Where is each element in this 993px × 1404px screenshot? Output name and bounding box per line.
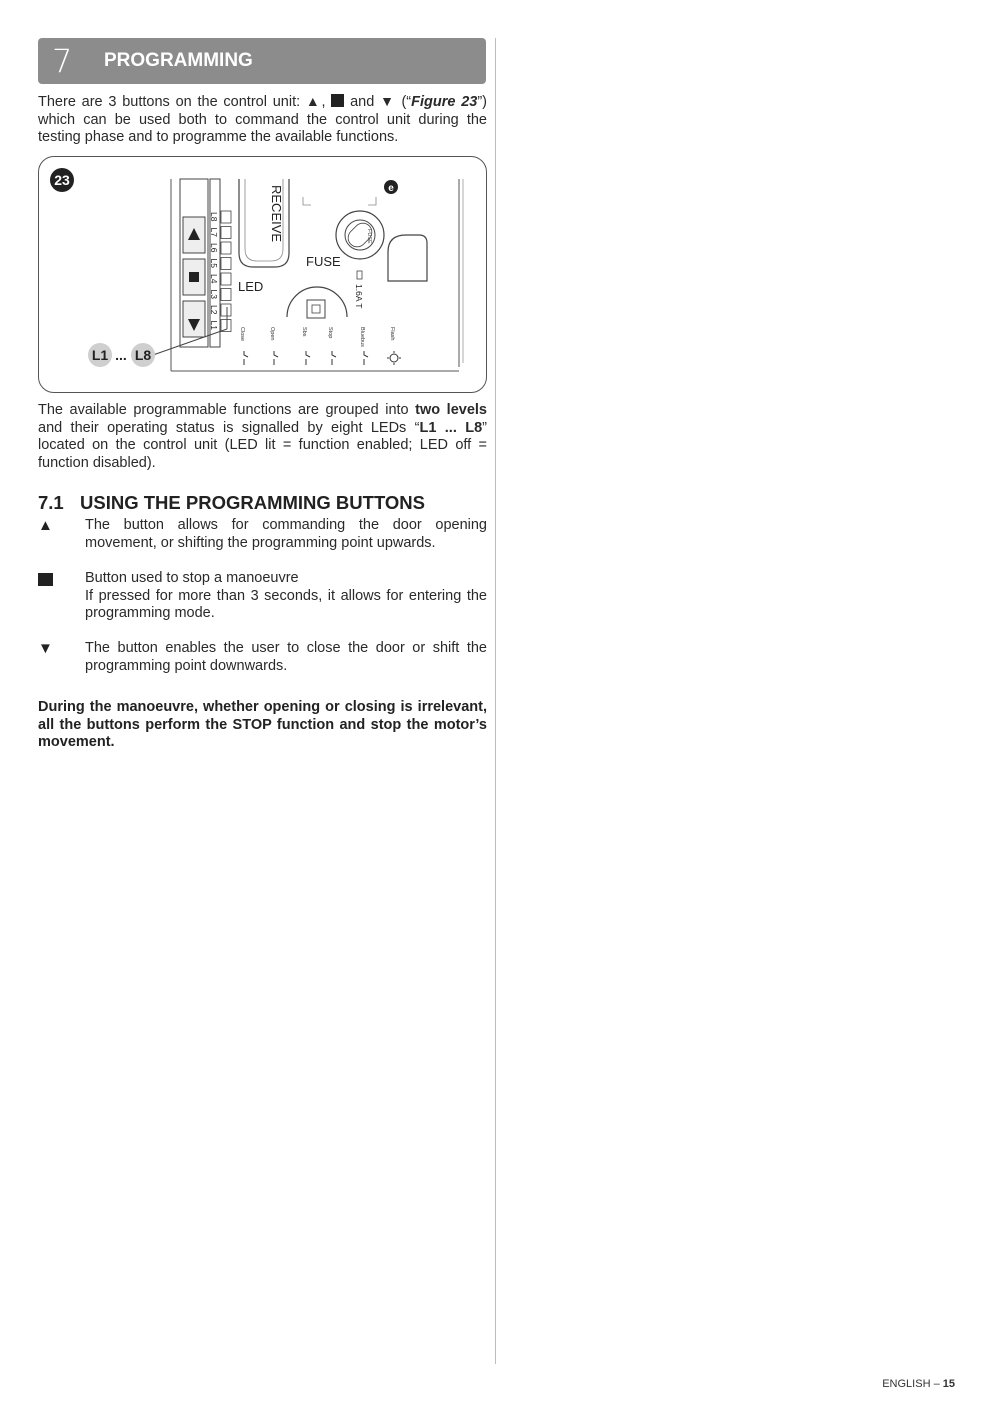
terminal-contact-icon	[306, 351, 310, 365]
callout-l8: L8	[134, 347, 152, 363]
levels-paragraph: The available programmable functions are grouped into two levels and their operating status is signalled by eight LEDs “L1 ... L8” located on the control unit (LED lit = function enabled; LED off = function disabled).	[38, 402, 487, 471]
control-unit-diagram	[39, 157, 486, 392]
led-label-l1: L1	[209, 320, 219, 330]
stop-note: During the manoeuvre, whether opening or closing is irrelevant, all the buttons perform the STOP function and stop the motor’s movement.	[38, 699, 487, 751]
led-l4	[221, 273, 231, 285]
fuse-holder	[336, 211, 384, 259]
receiver-label: RECEIVE	[269, 185, 284, 243]
led-label-l7: L7	[209, 227, 219, 237]
terminal-contact-icon	[332, 351, 336, 365]
led-l6	[221, 242, 231, 254]
button-stop-description: Button used to stop a manoeuvre If pressed for more than 3 seconds, it allows for entering the programming mode.	[38, 570, 487, 623]
led-l5	[221, 258, 231, 270]
terminal-open: Open	[269, 327, 275, 341]
terminal-bluebus: Bluebus	[359, 327, 365, 347]
page-number: 15	[942, 1378, 955, 1390]
subsection-title: USING THE PROGRAMMING BUTTONS	[80, 492, 425, 513]
terminal-contact-icon	[364, 351, 368, 365]
stop-square-icon	[331, 94, 344, 107]
subsection-number: 7.1	[38, 492, 64, 513]
terminal-contact-icon	[244, 351, 248, 365]
flash-lamp-icon	[387, 351, 401, 365]
column-divider	[495, 38, 496, 1364]
fuse-rating: 1.6A T	[354, 284, 364, 309]
callout-dots: ...	[115, 347, 127, 363]
fuse-cap-label: FUSE	[366, 229, 372, 244]
section-number: 7	[52, 42, 73, 80]
led-label-l6: L6	[209, 243, 219, 253]
terminal-sbs: Sbs	[301, 327, 307, 337]
led-label-l2: L2	[209, 305, 219, 315]
section-header	[38, 38, 486, 84]
fuse-icon	[357, 271, 362, 279]
figure-number: 23	[54, 172, 70, 188]
stop-square-icon	[38, 570, 58, 590]
led-l2	[221, 304, 231, 316]
led-label-l3: L3	[209, 289, 219, 299]
led-label-l5: L5	[209, 258, 219, 268]
up-arrow-icon: ▲	[38, 517, 53, 534]
button-up-description: ▲ The button allows for commanding the door opening movement, or shifting the programming point upwards.	[38, 517, 487, 551]
terminal-stop: Stop	[327, 327, 333, 339]
led-l3	[221, 289, 231, 301]
terminal-flash: Flash	[389, 327, 395, 341]
callout-l1: L1	[91, 347, 109, 363]
down-arrow-icon: ▼	[38, 640, 53, 657]
led-strip	[221, 211, 231, 332]
button-down-description: ▼ The button enables the user to close the door or shift the programming point downwards.	[38, 640, 487, 674]
fuse-label: FUSE	[306, 254, 341, 269]
page-footer: ENGLISH – 15	[882, 1378, 955, 1390]
led-square	[307, 300, 325, 318]
led-label: LED	[238, 279, 264, 294]
section-title: PROGRAMMING	[104, 50, 253, 71]
terminal-contact-icon	[274, 351, 278, 365]
subsection-heading	[38, 492, 425, 514]
terminal-labels	[239, 327, 401, 365]
stop-square-icon	[189, 272, 199, 282]
figure-23	[38, 156, 487, 393]
connector-cap	[388, 235, 427, 281]
intro-paragraph: There are 3 buttons on the control unit: ▲, and ▼ (“Figure 23”) which can be used both to command the control unit during the testing phase and to programme the available functions.	[38, 93, 488, 146]
led-l7	[221, 227, 231, 239]
terminal-close: Close	[239, 327, 245, 342]
down-arrow-icon: ▼	[380, 93, 396, 109]
led-label-l4: L4	[209, 274, 219, 284]
led-l8	[221, 211, 231, 223]
led-label-l8: L8	[209, 212, 219, 222]
brand-logo-text: e	[388, 183, 394, 194]
figure-reference: Figure 23	[411, 94, 478, 110]
up-arrow-icon: ▲	[305, 93, 322, 109]
